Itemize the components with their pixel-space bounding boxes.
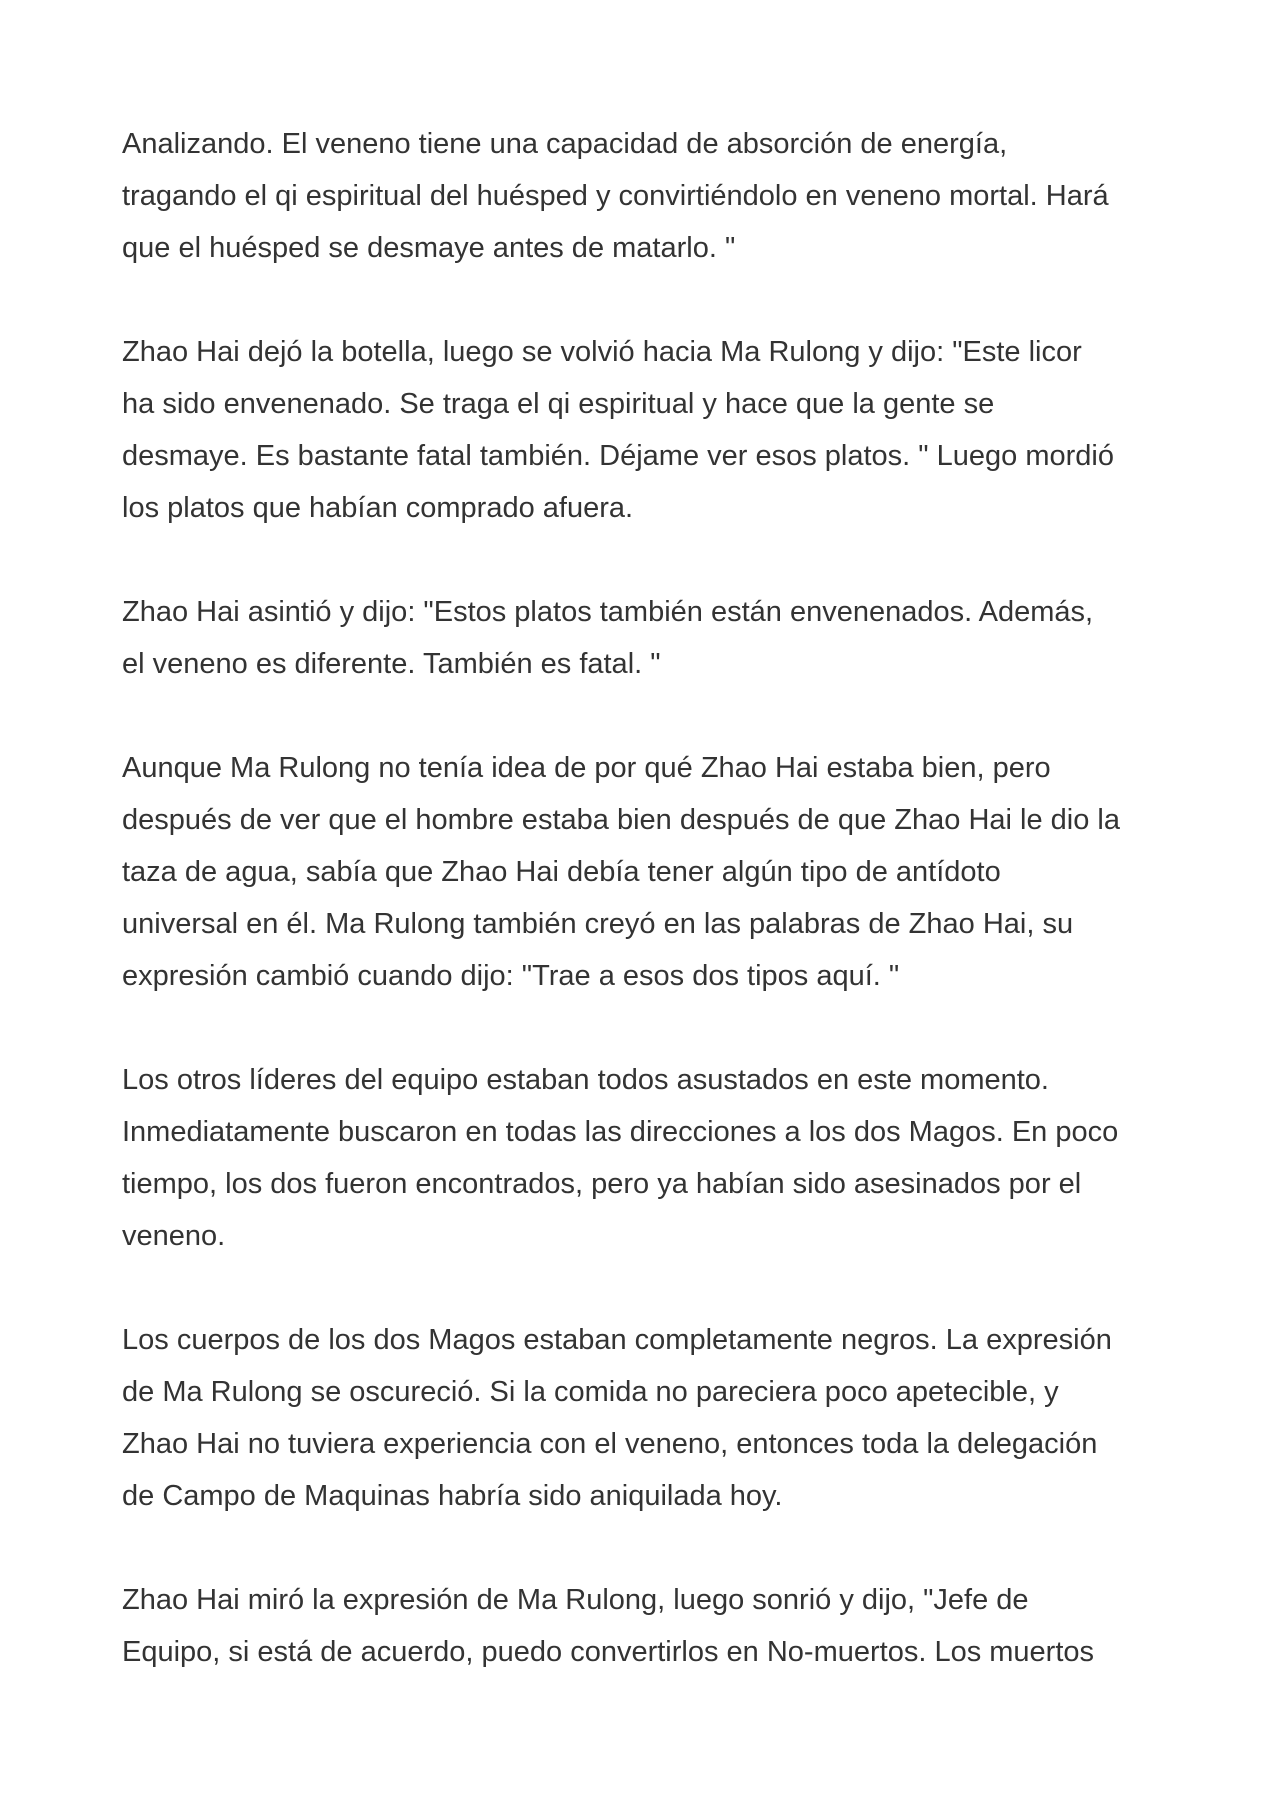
paragraph: Aunque Ma Rulong no tenía idea de por qué Zhao Hai estaba bien, pero después de ver que el hombre estaba bien después de que Zhao Hai le dio la taza de agua, sabía que Zhao Hai debía tener algún tipo de antídoto universal en él. Ma Rulong también creyó en las palabras de Zhao Hai, su expresión cambió cuando dijo: "Trae a esos dos tipos aquí. ": [122, 752, 1120, 992]
paragraph: Zhao Hai miró la expresión de Ma Rulong, luego sonrió y dijo, "Jefe de Equipo, si está de acuerdo, puedo convertirlos en No-muertos. Los muertos: [122, 1584, 1095, 1668]
paragraph: Analizando. El veneno tiene una capacidad de absorción de energía, tragando el qi espiritual del huésped y convirtiéndolo en veneno mortal. Hará que el huésped se desmaye antes de matarlo. ": [122, 128, 1109, 264]
paragraph: Zhao Hai asintió y dijo: "Estos platos también están envenenados. Además, el veneno es diferente. También es fatal. ": [122, 596, 1094, 680]
document-page: [122, 118, 1172, 1730]
paragraph: Zhao Hai dejó la botella, luego se volvió hacia Ma Rulong y dijo: "Este licor ha sido envenenado. Se traga el qi espiritual y hace que la gente se desmaye. Es bastante fatal también. Déjame ver esos platos. " Luego mordió los platos que habían comprado afuera.: [122, 336, 1114, 524]
paragraph: Los cuerpos de los dos Magos estaban completamente negros. La expresión de Ma Rulong se oscureció. Si la comida no pareciera poco apetecible, y Zhao Hai no tuviera experiencia con el veneno, entonces toda la delegación de Campo de Maquinas habría sido aniquilada hoy.: [122, 1324, 1112, 1512]
paragraph: Los otros líderes del equipo estaban todos asustados en este momento. Inmediatamente buscaron en todas las direcciones a los dos Magos. En poco tiempo, los dos fueron encontrados, pero ya habían sido asesinados por el veneno.: [122, 1064, 1119, 1252]
